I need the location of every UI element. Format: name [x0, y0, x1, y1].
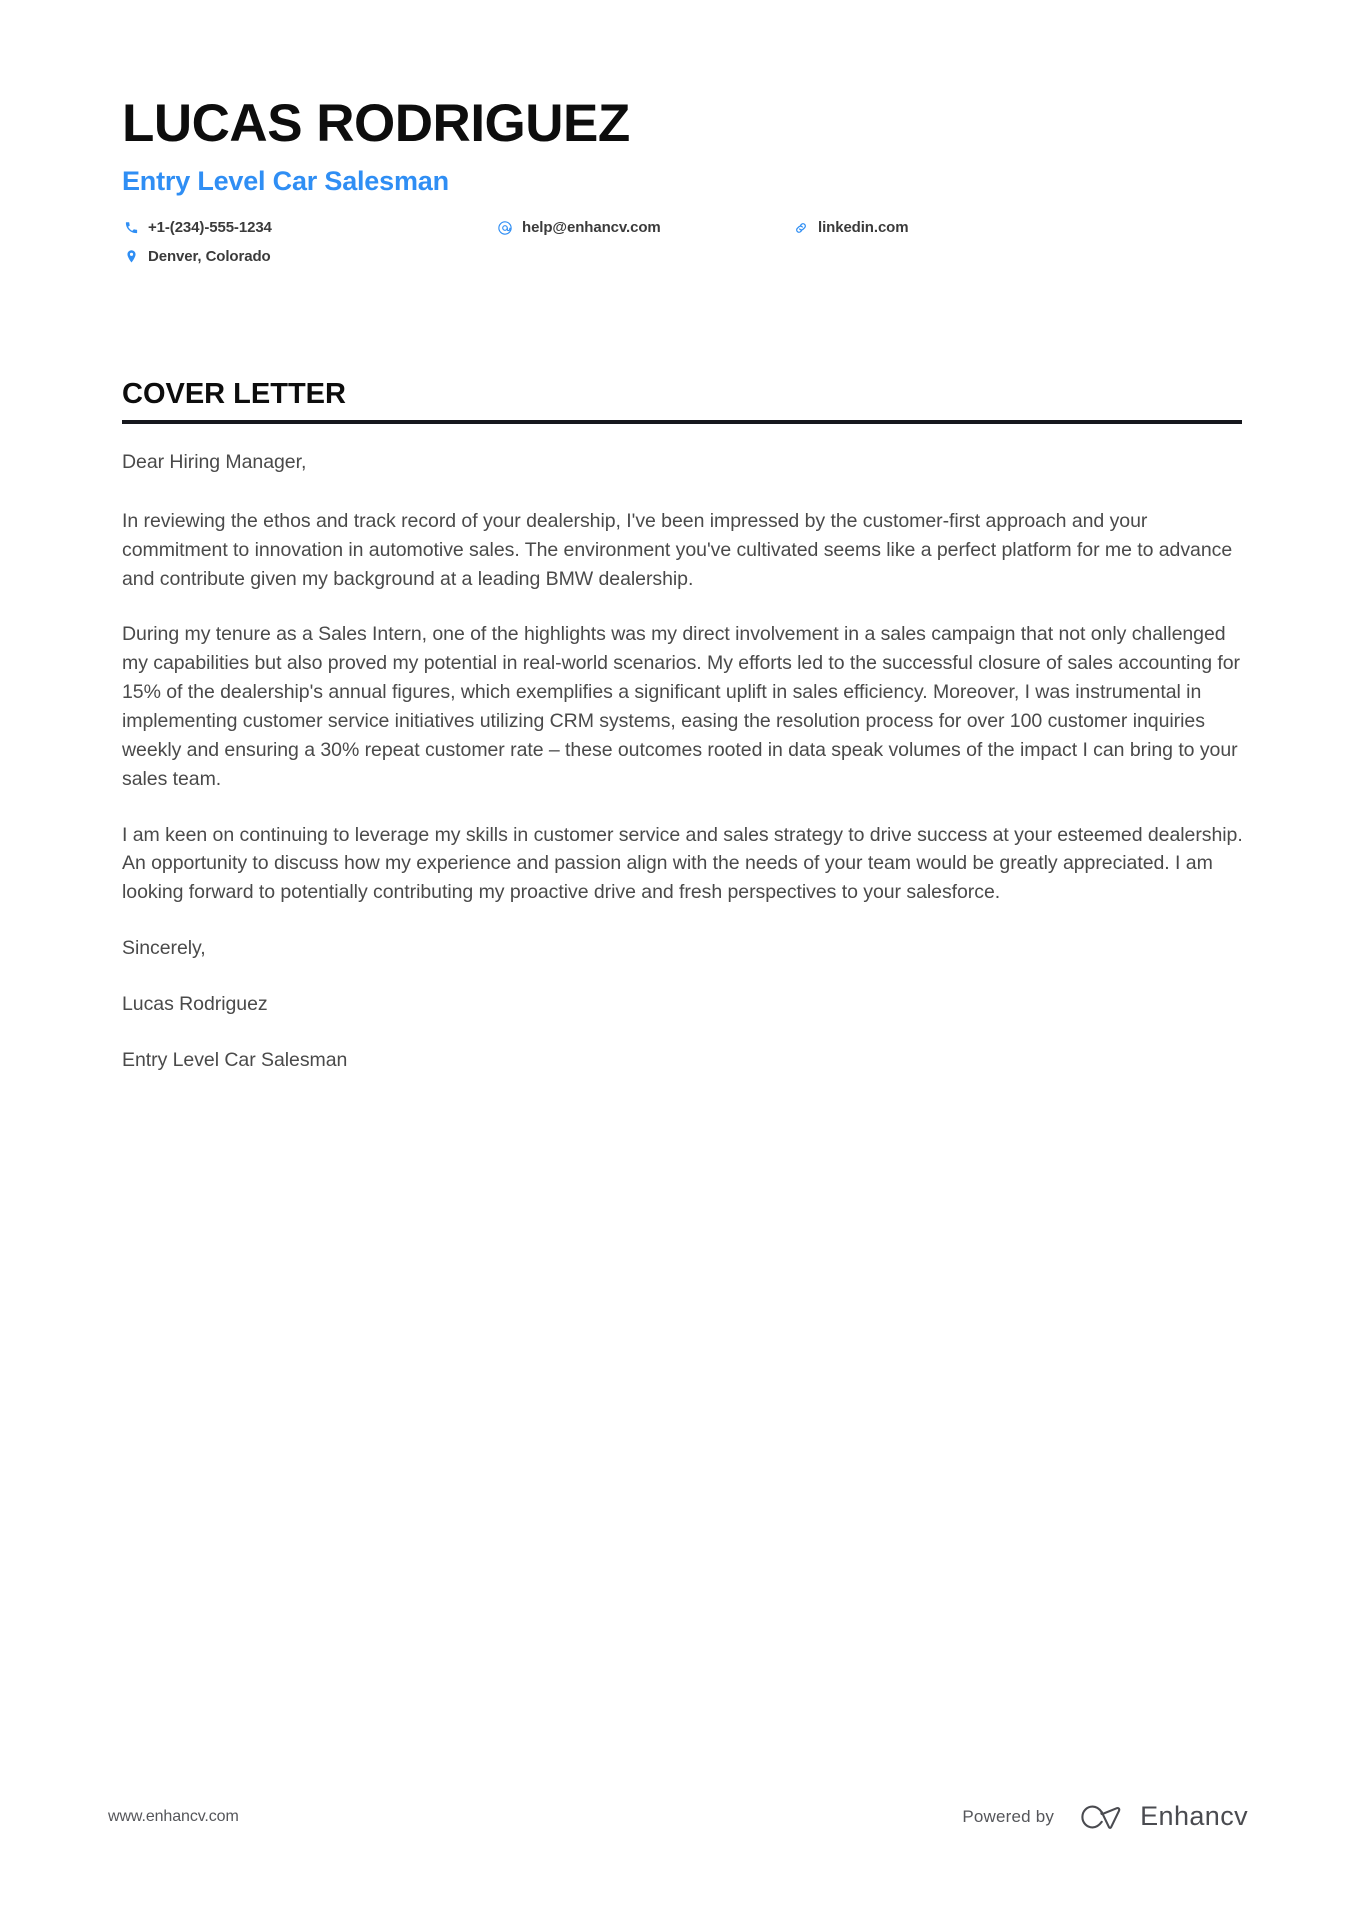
letter-paragraph-2: During my tenure as a Sales Intern, one of the highlights was my direct involvement in a sales campaign that not only challenged my capabilities but also proved my potential in real-world scenarios. My efforts led to the successful closure of sales accounting for 15% of the dealership's annual figures, which exemplifies a significant uplift in sales efficiency. Moreover, I was instrumental in implementing customer service initiatives utilizing CRM systems, easing the resolution process for over 100 customer inquiries weekly and ensuring a 30% repeat customer rate – these outcomes rooted in data speak volumes of the impact I can bring to your sales team. — [122, 623, 1240, 790]
letter-signature-name: Lucas Rodriguez — [122, 993, 268, 1016]
contact-linkedin-label: linkedin.com — [818, 219, 909, 237]
letter-salutation: Dear Hiring Manager, — [122, 451, 307, 473]
enhancv-infinity-logo-icon — [1076, 1802, 1128, 1832]
letter-paragraph-3: I am keen on continuing to leverage my skills in customer service and sales strategy to drive success at your esteemed dealership. An opportunity to discuss how my experience and passion align with the needs of your team would be greatly appreciated. I am looking forward to potentially contributing my proactive drive and fresh perspectives to your salesforce. — [122, 823, 1243, 904]
location-pin-icon — [122, 248, 140, 266]
letter-paragraph-1: In reviewing the ethos and track record of your dealership, I've been impressed by the customer-first approach and your commitment to innovation in automotive sales. The environment you've cultivated seems like a perfect platform for me to advance and contribute given my background at a leading BMW dealership. — [122, 509, 1233, 590]
section-title: COVER LETTER — [122, 378, 346, 410]
contact-phone-label: +1-(234)-555-1234 — [148, 219, 272, 237]
footer-branding — [962, 1801, 1248, 1832]
enhancv-brand-name: Enhancv — [1140, 1801, 1248, 1831]
section-divider — [122, 420, 1242, 424]
contact-email[interactable] — [496, 219, 792, 237]
cover-letter-section-header — [122, 378, 1242, 424]
footer-website-url[interactable]: www.enhancv.com — [108, 1807, 239, 1825]
contact-phone[interactable] — [122, 219, 496, 237]
link-icon — [792, 219, 810, 237]
contact-location-label: Denver, Colorado — [148, 248, 271, 266]
document-footer — [108, 1801, 1248, 1832]
phone-icon — [122, 219, 140, 237]
cover-letter-body — [122, 448, 1244, 1102]
letter-signature-role: Entry Level Car Salesman — [122, 1048, 348, 1071]
contact-location — [122, 248, 496, 266]
letter-closing: Sincerely, — [122, 937, 206, 960]
contact-row-primary — [122, 219, 1122, 237]
candidate-role: Entry Level Car Salesman — [122, 165, 449, 196]
contact-email-label: help@enhancv.com — [522, 219, 661, 237]
contact-row-secondary — [122, 248, 1122, 266]
powered-by-label: Powered by — [962, 1806, 1055, 1826]
email-icon — [496, 219, 514, 237]
document-header — [122, 96, 1242, 277]
contact-linkedin[interactable] — [792, 219, 1092, 237]
contact-details — [122, 219, 1122, 266]
candidate-name: LUCAS RODRIGUEZ — [122, 94, 630, 153]
